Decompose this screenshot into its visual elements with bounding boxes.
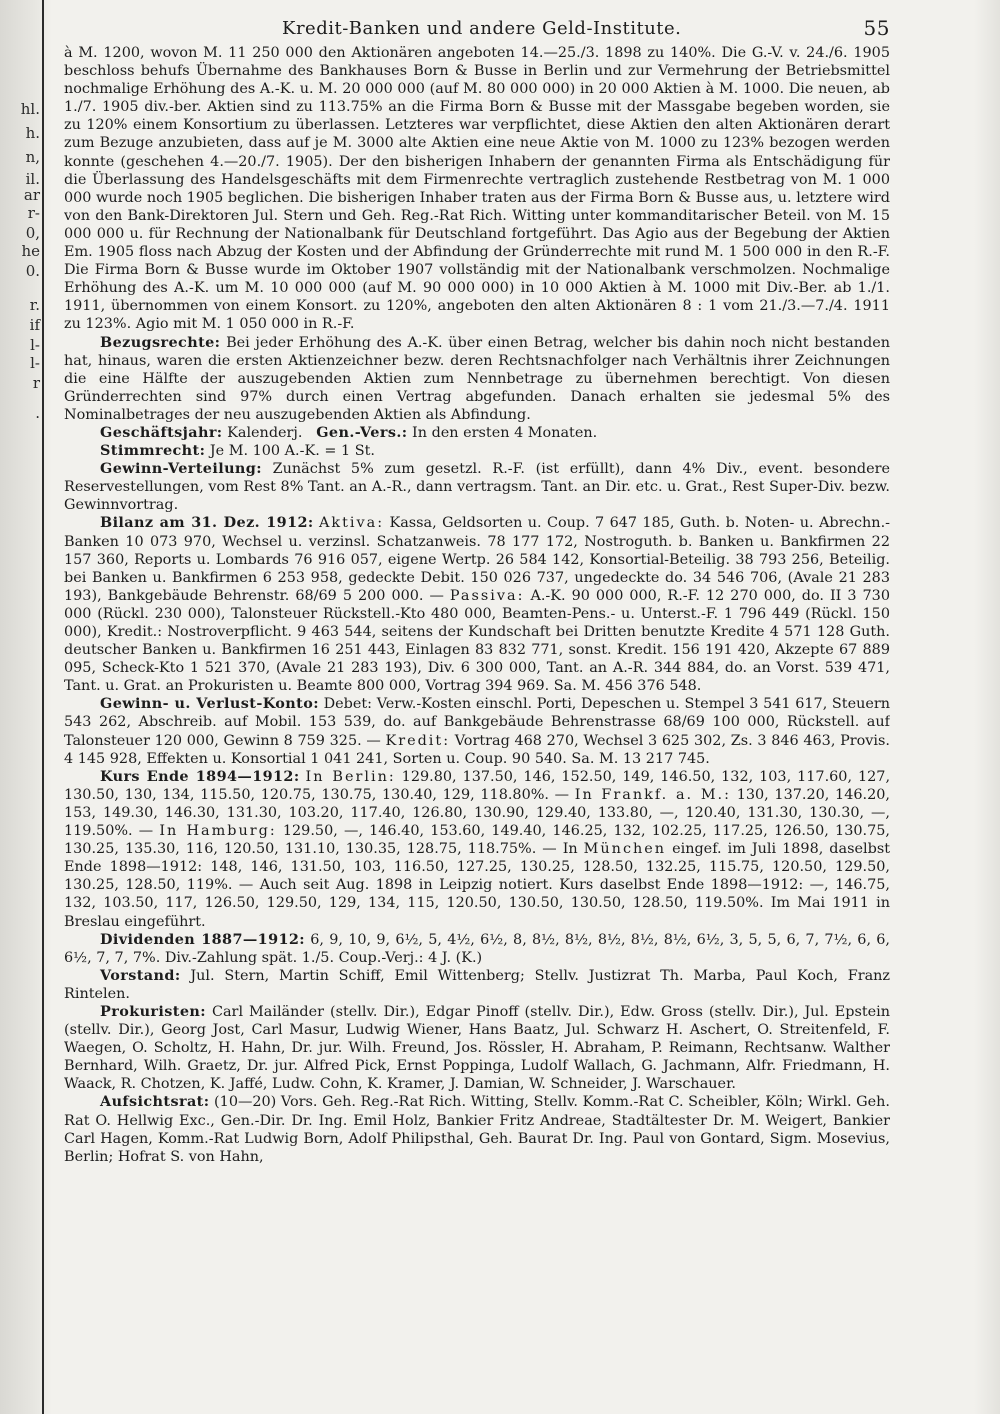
gutter-fragment: il. [25,170,40,188]
guv-debet-text: Verw.-Kosten einschl. Porti, Depeschen u. Stempel 3 541 617, Steuern 543 262, Abschreib. auf Mobil. 153 539, do. auf Bankgebäude Behrenstrasse 68/69 100 000, Rückstell. auf Talonsteuer 120 000, Gewinn 8 759 325. — [64,696,890,749]
section-gewinn-verlust-konto [64,695,890,767]
dividenden-label: Dividenden 1887—1912: [100,930,306,948]
left-page-gutter [0,0,52,1414]
page-body [64,44,890,1166]
genvers-label: Gen.-Vers.: [316,423,408,441]
paragraph-capital-history [64,44,890,334]
vorstand-text: Jul. Stern, Martin Schiff, Emil Wittenberg; Stellv. Justizrat Th. Marba, Paul Koch, Franz Rintelen. [64,967,890,1002]
kurs-muenchen-text: eingef. im Juli 1898, daselbst Ende 1898—1912: 148, 146, 131.50, 103, 116.50, 127.25, 130.25, 128.50, 132.25, 115.75, 120.50, 129.50, 130.25, 128.50, 119%. — Auch seit Aug. 1898 in Leipzig notiert. Kurs daselbst Ende 1898—1912: —, 146.75, 132, 103.50, 117, 126.50, 129.50, 129, 134, 115, 120.50, 130.50, 130.50, 128.50, 119.50%. Im Mai 1911 in Breslau eingeführt. [64,841,890,930]
vorstand-label: Vorstand: [100,966,181,984]
bilanz-aktiva-text: Kassa, Geldsorten u. Coup. 7 647 185, Guth. b. Noten- u. Abrechn.-Banken 10 073 970, Wechsel u. verzinsl. Schatzanweis. 78 177 172, Nostroguth. b. Banken u. Bankfirmen 22 157 360, Reports u. Lombards 76 916 057, eigene Wertp. 26 584 142, Konsortial-Beteilig. 38 793 256, Beteilig. bei Banken u. Bankfirmen 6 253 958, gedeckte Debit. 150 026 737, ungedeckte do. 34 546 706, (Avale 21 283 193), Bankgebäude Behrenstr. 68/69 5 200 000. — [64,515,890,604]
gutter-fragment: r- [27,204,40,222]
gutter-fragment: he [21,242,40,260]
bilanz-label: Bilanz am 31. Dez. 1912: [100,514,314,532]
section-vorstand [64,967,890,1003]
bilanz-aktiva-label: Aktiva: [319,515,385,532]
section-gewinn-verteilung [64,460,890,514]
kurs-berlin-label: In Berlin: [305,768,396,785]
bilanz-passiva-text: A.-K. 90 000 000, R.-F. 12 270 000, do. II 3 730 000 (Rückl. 230 000), Talonsteuer Rückstell.-Kto 480 000, Beamten-Pens.- u. Unterst.-F. 1 796 449 (Rückl. 150 000), Kredit.: Nostroverpflicht. 9 463 544, seitens der Kundschaft bei Dritten benutzte Kredite 4 571 128 Guth. deutscher Banken u. Bankfirmen 16 251 443, Einlagen 83 832 771, sonst. Kredit. 156 191 420, Akzepte 67 889 095, Scheck-Kto 1 521 370, (Avale 21 283 193), Div. 6 300 000, Tant. an A.-R. 344 884, do. an Vorst. 539 471, Tant. u. Grat. an Prokuristen u. Beamte 800 000, Vortrag 394 969. Sa. M. 456 376 548. [64,587,890,695]
kurs-muenchen-label: München [583,841,667,858]
gutter-fragment: if [29,316,40,334]
guv-debet-label: Debet: [323,696,373,713]
gutter-fragment: l- [30,336,40,354]
page-number: 55 [863,16,890,40]
gutter-fragment: . [35,404,40,422]
guv-label: Gewinn- u. Verlust-Konto: [100,695,319,713]
section-kurs [64,768,890,931]
kurs-frankfurt-label: In Frankf. a. M.: [574,786,731,803]
gutter-fragment: r. [29,296,40,314]
gutter-fragment: 0. [25,262,40,280]
gewinn-verteilung-text: Zunächst 5% zum gesetzl. R.-F. (ist erfüllt), dann 4% Div., event. besondere Reservestellungen, vom Rest 8% Tant. an A.-R., dann vertragsm. Tant. an Dir. etc. u. Grat., Rest Super-Div. bezw. Gewinnvortrag. [64,461,890,514]
geschaeftsjahr-label: Geschäftsjahr: [100,423,223,441]
stimmrecht-label: Stimmrecht: [100,442,206,460]
bezugsrechte-label: Bezugsrechte: [100,333,221,351]
gutter-fragment: r [32,374,40,392]
prokuristen-text: Carl Mailänder (stellv. Dir.), Edgar Pinoff (stellv. Dir.), Edw. Gross (stellv. Dir.), Jul. Epstein (stellv. Dir.), Georg Jost, Carl Masur, Ludwig Wiener, Hans Baatz, Jul. Schwarz H. Aschert, O. Streitenfeld, F. Waegen, O. Scholtz, H. Hahn, Dr. jur. Wilh. Freund, Jos. Rössler, H. Abraham, P. Reimann, Rechtsanw. Walther Bernhard, Wilh. Graetz, Dr. jur. Alfred Pick, Ernst Poppinga, Ludolf Wallach, G. Jachmann, Alfr. Friedmann, H. Waack, R. Chotzen, K. Jaffé, Ludw. Cohn, K. Kramer, J. Damian, W. Schneider, J. Warschauer. [64,1003,890,1093]
right-page-edge [974,0,1000,1414]
section-dividenden [64,931,890,967]
geschaeftsjahr-text: Kalenderj. [227,424,303,441]
kurs-hamburg-text: 129.50, —, 146.40, 153.60, 149.40, 146.25, 132, 102.25, 117.25, 126.50, 130.75, 130.25, 135.30, 116, 120.50, 131.10, 130.35, 128.75, 118.75%. — In [64,823,890,858]
section-geschaeftsjahr [64,424,890,442]
guv-kredit-text: Vortrag 468 270, Wechsel 3 625 302, Zs. 3 846 463, Provis. 4 145 928, Effekten u. Konsortial 1 041 241, Sorten u. Coup. 90 540. Sa. M. 13 217 745. [64,732,890,767]
guv-kredit-label: Kredit: [385,732,451,749]
capital-history-text: à M. 1200, wovon M. 11 250 000 den Aktionären angeboten 14.—25./3. 1898 zu 140%. Die G.-V. v. 24./6. 1905 beschloss behufs Übernahme des Bankhauses Born & Busse in Berlin und zur Vermehrung der Betriebsmittel nochmalige Erhöhung des A.-K. u. M. 20 000 000 (auf M. 80 000 000) in 20 000 Aktien à M. 1000. Die neuen, ab 1./7. 1905 div.-ber. Aktien sind zu 113.75% an die Firma Born & Busse mit der Massgabe begeben worden, sie zu 120% einem Konsortium zu überlassen. Letzteres war verpflichtet, diese Aktien den alten Aktionären derart zum Bezuge anzubieten, dass auf je M. 3000 alte Aktien eine neue Aktie von M. 1000 zu 123% bezogen werden konnte (geschehen 4.—20./7. 1905). Der den bisherigen Inhabern der genannten Firma als Entschädigung für die Überlassung des Handelsgeschäfts mit dem Firmenrechte vertraglich zustehende Restbetrag von M. 1 000 000 wurde noch 1905 beglichen. Die bisherigen Inhaber traten aus der Firma Born & Busse aus, u. letztere wird von den Bank-Direktoren Jul. Stern und Geh. Reg.-Rat Rich. Witting unter kommanditarischer Beteil. von M. 15 000 000 u. für Rechnung der Nationalbank für Deutschland fortgeführt. Das Agio aus der Begebung der Aktien Em. 1905 floss nach Abzug der Kosten und der Abfindung der Gründerrechte mit rund M. 1 500 000 in den R.-F. Die Firma Born & Busse wurde im Oktober 1907 vollständig mit der Nationalbank verschmolzen. Nochmalige Erhöhung des A.-K. um M. 10 000 000 (auf M. 90 000 000) in 10 000 Aktien à M. 1000 mit Div.-Ber. ab 1./1. 1911, übernommen von einem Konsort. zu 120%, angeboten den alten Aktionären 8 : 1 vom 21./3.—7./4. 1911 zu 123%. Agio mit M. 1 050 000 in R.-F. [64,45,890,333]
section-bezugsrechte [64,334,890,424]
running-title: Kredit-Banken und andere Geld-Institute. [282,18,682,39]
gutter-fragment: ar [23,186,40,204]
document-page [64,8,890,1404]
prokuristen-label: Prokuristen: [100,1002,206,1020]
aufsichtsrat-label: Aufsichtsrat: [100,1093,210,1111]
dividenden-text: 6, 9, 10, 9, 6½, 5, 4½, 6½, 8, 8½, 8½, 8½, 8½, 8½, 6½, 3, 5, 5, 6, 7, 7½, 6, 6, 6½, 7, 7, 7%. Div.-Zahlung spät. 1./5. Coup.-Verj.: 4 J. (K.) [64,931,890,966]
kurs-label: Kurs Ende 1894—1912: [100,767,300,785]
kurs-frankfurt-text: 130, 137.20, 146.20, 153, 149.30, 146.30, 131.30, 103.20, 117.40, 126.80, 130.90, 129.40, 133.80, —, 120.40, 131.30, 130.30, —, 119.50%. — [64,786,890,840]
kurs-berlin-text: 129.80, 137.50, 146, 152.50, 149, 146.50, 132, 103, 117.60, 127, 130.50, 130, 134, 115.50, 120.75, 130.75, 130.40, 129, 118.80%. — [64,768,890,803]
section-aufsichtsrat [64,1093,890,1165]
gutter-fragment: hl. [20,100,40,118]
gutter-fragment: l- [30,354,40,372]
kurs-hamburg-label: In Hamburg: [159,823,277,840]
section-bilanz [64,514,890,695]
page-header [64,8,890,44]
section-prokuristen [64,1003,890,1093]
section-stimmrecht [64,442,890,460]
page-fold-line [42,0,44,1414]
stimmrecht-text: Je M. 100 A.-K. = 1 St. [209,443,375,460]
gutter-fragment: 0, [25,224,40,242]
bilanz-passiva-label: Passiva: [449,587,525,604]
gutter-fragment: h. [25,124,40,142]
genvers-text: In den ersten 4 Monaten. [412,424,598,441]
bezugsrechte-text: Bei jeder Erhöhung des A.-K. über einen Betrag, welcher bis dahin noch nicht bestanden hat, hinaus, waren die ersten Aktienzeichner bezw. deren Rechtsnachfolger nach Verhältnis ihrer Zeichnungen die eine Hälfte der auszugebenden Aktien zum Nennbetrage zu übernehmen berechtigt. Von diesen Gründerrechten sind 97% durch einen Vertrag abgefunden. Danach erhalten sie jedesmal 5% des Nominalbetrages der neu auszugebenden Aktien als Abfindung. [64,334,890,423]
gewinn-verteilung-label: Gewinn-Verteilung: [100,460,262,478]
aufsichtsrat-text: (10—20) Vors. Geh. Reg.-Rat Rich. Witting, Stellv. Komm.-Rat C. Scheibler, Köln; Wirkl. Geh. Rat O. Hellwig Exc., Gen.-Dir. Dr. Ing. Emil Holz, Bankier Fritz Andreae, Stadtältester Dr. M. Weigert, Bankier Carl Hagen, Komm.-Rat Ludwig Born, Adolf Philipsthal, Geh. Baurat Dr. Ing. Paul von Gontard, Sigm. Mosevius, Berlin; Hofrat S. von Hahn, [64,1094,890,1165]
gutter-fragment: n, [25,148,40,166]
